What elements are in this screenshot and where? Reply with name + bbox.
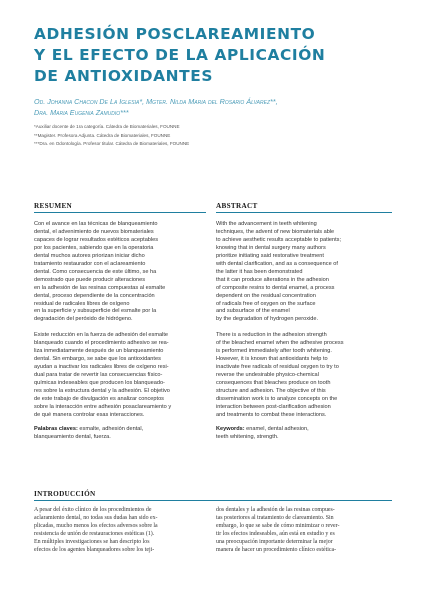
affiliation: ***Dra. en Odontología. Profesor titular. Cátedra de Biomateriales, FOUNNE — [34, 141, 190, 147]
resumen-section — [34, 202, 206, 442]
text-line: Con el avance en las técnicas de blanqueamiento — [34, 221, 158, 227]
affiliations — [34, 123, 404, 149]
abstract-paragraph-1 — [216, 221, 392, 324]
text-line: capaces de lograr resultados estéticos aceptables — [34, 236, 159, 243]
text-line: por los pacientes, sabiendo que en la operatoria — [34, 244, 154, 251]
keywords-value: enamel, dental adhesion, — [244, 425, 309, 432]
text-line: A pesar del éxito clínico de los procedimientos de — [34, 507, 152, 513]
author-line: Od. Johanna Chacon De La Iglesia*, Mgter. Nilda Maria del Rosario Álvarez**, — [34, 97, 278, 106]
author-list — [34, 96, 404, 118]
keywords-label: Keywords: — [216, 425, 245, 432]
affiliation: **Magister. Profesora Adjunta. Cátedra de Biomateriales, FOUNNE — [34, 132, 171, 138]
keywords-value: esmalte, adhesión dental, — [77, 425, 144, 432]
text-line: prioritize initiating said restorative treatment — [216, 252, 324, 259]
text-line: químicas indeseables que producen los blanqueado- — [34, 380, 165, 387]
text-line: tas posteriores al tratamiento de clareamiento. Sin — [216, 515, 334, 522]
text-line: En múltiples investigaciones se han descripto los — [34, 539, 150, 546]
text-line: embargo, lo que se sabe de cómo minimizar o rever- — [216, 523, 340, 530]
text-line: de este trabajo de divulgación es analizar conceptos — [34, 396, 164, 403]
keywords-label: Palabras claves: — [34, 425, 78, 432]
text-line: efectos de los agentes blanqueadores sobre los teji- — [34, 547, 155, 554]
text-line: dual para tratar de revertir las consecuencias físico- — [34, 372, 163, 379]
abstract-paragraph-2 — [216, 332, 392, 419]
text-line: to achieve aesthetic results acceptable to patients; — [216, 236, 342, 243]
title-line: Y EL EFECTO DE LA APLICACIÓN — [34, 46, 326, 64]
text-line: dental. Como consecuencia de este último, se ha — [34, 268, 157, 275]
title-line: ADHESIÓN POSCLAREAMIENTO — [34, 25, 316, 43]
title-line: DE ANTIOXIDANTES — [34, 67, 214, 85]
text-line — [34, 426, 206, 434]
text-line: dental, proceso dependiente de la concentración — [34, 292, 155, 299]
text-line: structure and adhesion. The objective of this — [216, 388, 326, 395]
text-line: dos dentales y la adhesión de las resinas compues- — [216, 507, 335, 513]
text-line: by the degradation of hydrogen peroxide. — [216, 316, 319, 323]
text-line: inactivate free radicals of residual oxygen to try to — [216, 364, 339, 371]
text-line: plicadas, mucho menos los efectos adversos sobre la — [34, 523, 158, 530]
text-line: dental. Sin embargo, se sabe que los antioxidantes — [34, 356, 161, 363]
text-line: res sobre la estructura dental y la adhesión. El objetivo — [34, 388, 170, 395]
text-line: is performed immediately after tooth whitening. — [216, 348, 332, 355]
text-line: of the bleached enamel when the adhesive process — [216, 340, 344, 347]
text-line — [216, 426, 392, 434]
text-line: dental, el advenimiento de nuevos biomateriales — [34, 228, 154, 235]
introduccion-column-right — [216, 506, 392, 554]
text-line: consequences that bleaches produce on tooth — [216, 380, 331, 387]
text-line: of radicals free of oxygen on the surface — [216, 300, 316, 307]
text-line: ayudan a inactivar los radicales libres de oxígeno resi- — [34, 364, 169, 371]
text-line: tratamiento restaurador con el aclareamiento — [34, 260, 146, 267]
text-line: interaction between post-clarification adhesion — [216, 403, 331, 410]
text-line: dependent on the residual concentration — [216, 292, 316, 299]
article-title — [34, 24, 404, 87]
text-line: and subsurface of the enamel — [216, 308, 290, 315]
text-line: una preocupación importante determinar la mejor — [216, 539, 333, 546]
affiliation: *Auxiliar docente de 1ra categoría. Cátedra de Biomateriales, FOUNNE — [34, 124, 180, 129]
text-line: knowing that in dental surgery many authors — [216, 244, 326, 251]
text-line: of composite resins to dental enamel, a process — [216, 284, 335, 291]
introduccion-section — [34, 490, 392, 554]
abstract-keywords — [216, 426, 392, 442]
text-line: With the advancement in teeth whitening — [216, 221, 317, 227]
text-line: blanqueado cuando el procedimiento adhesivo se rea- — [34, 340, 169, 347]
text-line: resistencia de unión de restauraciones estéticas (1). — [34, 531, 155, 538]
text-line: de qué manera controlar esas interacciones. — [34, 411, 145, 418]
text-line: aclaramiento dental, no todas sus dudas han sido ex- — [34, 515, 158, 522]
text-line: residual de radicales libres de oxígeno — [34, 300, 130, 307]
text-line: However, it is known that antioxidants help to — [216, 356, 328, 363]
text-line: en la adhesión de las resinas compuestas al esmalte — [34, 284, 166, 291]
resumen-keywords — [34, 426, 206, 442]
abstract-section — [216, 202, 392, 442]
text-line: blanqueamiento dental, fuerza. — [34, 433, 111, 440]
text-line: with dental clarification, and as a consequence of — [216, 260, 338, 267]
text-line: dental muchos autores priorizan iniciar dicho — [34, 252, 145, 259]
text-line: reverse the undesirable physico-chemical — [216, 372, 319, 379]
text-line: tir los efectos indeseables, aún está en estudio y es — [216, 531, 335, 538]
introduccion-heading: INTRODUCCIÓN — [34, 490, 392, 501]
text-line: degradación del peróxido de hidrógeno. — [34, 316, 133, 323]
abstract-heading: ABSTRACT — [216, 202, 392, 213]
text-line: dissemination work is to analyze concepts on the — [216, 396, 338, 403]
text-line: teeth whitening, strength. — [216, 433, 279, 440]
text-line: en la superficie y subsuperficie del esmalte por la — [34, 308, 157, 315]
text-line: sobre la interacción entre adhesión posaclareamiento y — [34, 403, 172, 410]
resumen-paragraph-2 — [34, 332, 206, 419]
text-line: Existe reducción en la fuerza de adhesión del esmalte — [34, 332, 169, 339]
text-line: techniques, the advent of new biomaterials able — [216, 228, 335, 235]
text-line: the latter it has been demonstrated — [216, 268, 303, 275]
introduccion-column-left — [34, 506, 206, 554]
author-line: Dra. Maria Eugenia Zamudio*** — [34, 108, 129, 117]
resumen-paragraph-1 — [34, 221, 206, 324]
text-line: There is a reduction in the adhesion strength — [216, 332, 327, 339]
text-line: liza inmediatamente después de un blanqueamiento — [34, 348, 164, 355]
text-line: manera de hacer un procedimiento clínico estética- — [216, 547, 337, 554]
text-line: and treatments to combat these interactions. — [216, 411, 327, 418]
resumen-heading: RESUMEN — [34, 202, 206, 213]
text-line: demostrado que puede producir alteraciones — [34, 276, 146, 283]
text-line: that it can produce alterations in the adhesion — [216, 276, 329, 283]
